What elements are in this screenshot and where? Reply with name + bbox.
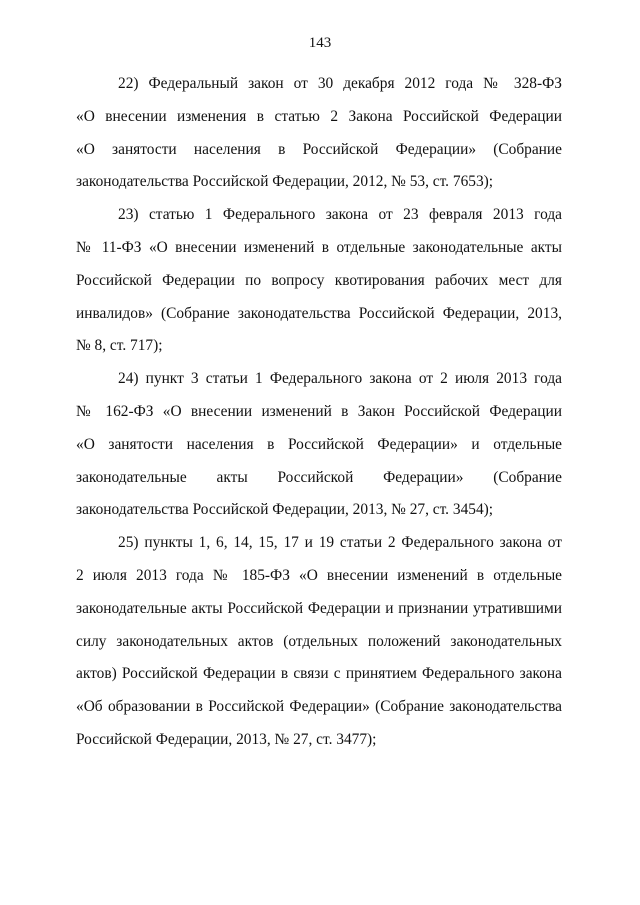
text-line: Российской Федерации по вопросу квотирования рабочих мест для	[76, 271, 562, 289]
text-line: актов) Российской Федерации в связи с принятием Федерального закона	[76, 665, 562, 683]
text-line: законодательные акты Российской Федерации и признании утратившими	[76, 599, 562, 617]
paragraph-item-24	[76, 363, 562, 527]
page-number: 143	[308, 35, 332, 51]
text-line: 23) статью 1 Федерального закона от 23 февраля 2013 года	[118, 206, 562, 224]
paragraph-item-22	[76, 68, 562, 199]
text-line: № 162-ФЗ «О внесении изменений в Закон Российской Федерации	[76, 402, 562, 420]
text-line: «О внесении изменения в статью 2 Закона Российской Федерации	[76, 107, 562, 125]
text-line: 2 июля 2013 года № 185-ФЗ «О внесении изменений в отдельные	[76, 566, 562, 584]
text-line: инвалидов» (Собрание законодательства Российской Федерации, 2013,	[76, 304, 562, 322]
paragraph-item-25	[76, 527, 562, 757]
text-line: 24) пункт 3 статьи 1 Федерального закона от 2 июля 2013 года	[118, 370, 562, 388]
text-line: 25) пункты 1, 6, 14, 15, 17 и 19 статьи 2 Федерального закона от	[118, 534, 562, 552]
text-line: «О занятости населения в Российской Федерации» и отдельные	[76, 435, 562, 453]
text-line: 22) Федеральный закон от 30 декабря 2012 года № 328-ФЗ	[118, 75, 562, 92]
text-line: «О занятости населения в Российской Федерации» (Собрание	[76, 140, 562, 158]
text-line-last: законодательства Российской Федерации, 2013, № 27, ст. 3454);	[76, 501, 494, 519]
document-body	[76, 68, 562, 757]
text-line-last: законодательства Российской Федерации, 2012, № 53, ст. 7653);	[76, 173, 494, 191]
text-line: силу законодательных актов (отдельных положений законодательных	[76, 632, 562, 650]
text-line-last: № 8, ст. 717);	[76, 337, 163, 355]
text-line: «Об образовании в Российской Федерации» (Собрание законодательства	[76, 698, 562, 716]
text-line: законодательные акты Российской Федерации» (Собрание	[76, 468, 562, 486]
text-line-last: Российской Федерации, 2013, № 27, ст. 3477);	[76, 730, 377, 748]
paragraph-item-23	[76, 199, 562, 363]
text-line: № 11-ФЗ «О внесении изменений в отдельные законодательные акты	[76, 238, 562, 256]
